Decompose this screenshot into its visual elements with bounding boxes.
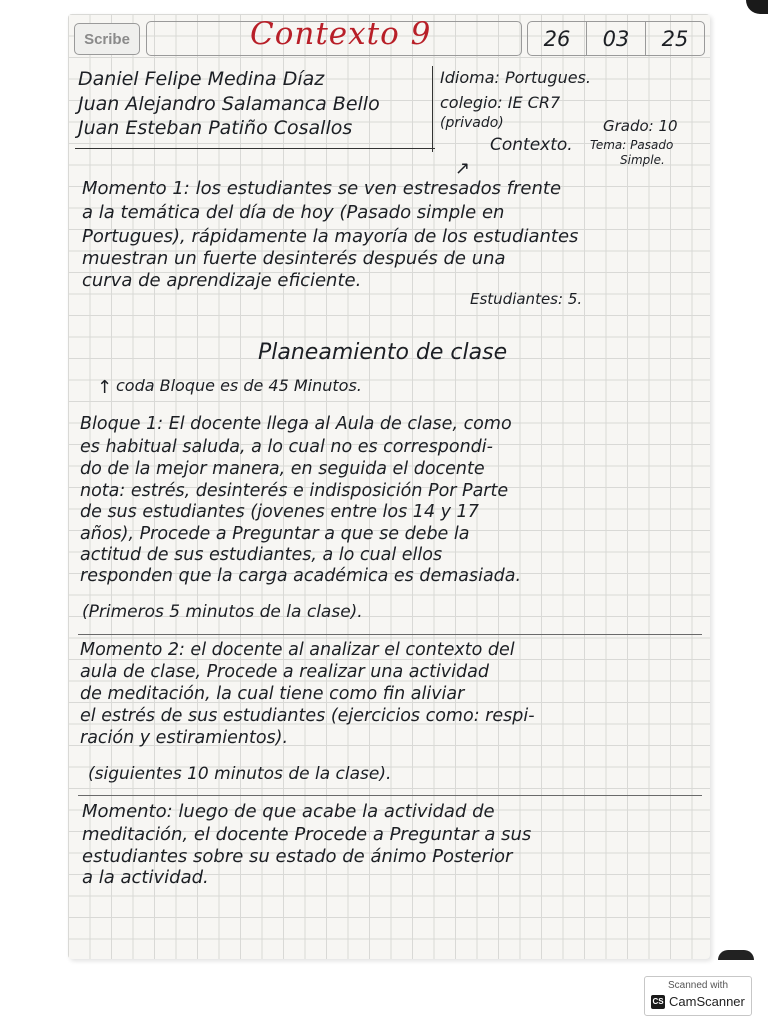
- watermark-caption: Scanned with: [667, 980, 729, 991]
- info-divider: [432, 66, 433, 152]
- bloque1-line: años), Procede a Preguntar a que se debe la: [80, 524, 470, 544]
- info-grado: Grado: 10: [603, 117, 678, 135]
- momento2-line: Momento 2: el docente al analizar el contexto del: [80, 640, 515, 660]
- bloque1-line: de sus estudiantes (jovenes entre los 14 y 17: [80, 502, 479, 522]
- momento2-line: de meditación, la cual tiene como fin aliviar: [80, 684, 465, 704]
- bloque1-line: Bloque 1: El docente llega al Aula de clase, como: [80, 414, 512, 434]
- arrow-up-right-icon: ↗: [455, 158, 471, 179]
- arrow-up-icon: ↑: [97, 377, 113, 398]
- momento1-line: curva de aprendizaje eficiente.: [82, 270, 362, 291]
- momento3-line: meditación, el docente Procede a Preguntar a sus: [82, 824, 532, 845]
- scribe-logo: Scribe: [74, 23, 140, 55]
- page-title: Contexto 9: [250, 16, 432, 52]
- info-tema: Tema: Pasado: [590, 138, 674, 152]
- info-contexto: Contexto.: [490, 135, 573, 155]
- momento1-line: a la temática del día de hoy (Pasado simple en: [82, 202, 505, 223]
- camscanner-watermark: [644, 976, 752, 1016]
- section-divider: [78, 795, 702, 796]
- momento3-line: Momento: luego de que acabe la actividad de: [82, 801, 495, 822]
- bloque1-line: responden que la carga académica es demasiada.: [80, 566, 522, 586]
- author-1: Daniel Felipe Medina Díaz: [78, 68, 325, 90]
- date-box: [527, 21, 705, 56]
- momento2-line: el estrés de sus estudiantes (ejercicios como: respi-: [80, 706, 535, 726]
- date-month: 03: [586, 22, 645, 55]
- estudiantes-count: Estudiantes: 5.: [470, 290, 583, 308]
- bloque-duration-note: coda Bloque es de 45 Minutos.: [116, 376, 362, 395]
- momento1-line: Momento 1: los estudiantes se ven estresados frente: [82, 178, 562, 199]
- momento1-line: muestran un fuerte desinterés después de una: [82, 248, 506, 269]
- momento1-line: Portugues), rápidamente la mayoría de los estudiantes: [82, 226, 579, 247]
- momento2-line: ración y estiramientos).: [80, 728, 289, 748]
- scan-shadow-corner: [746, 0, 768, 14]
- date-day: 26: [543, 26, 571, 51]
- bloque1-line: nota: estrés, desinterés e indisposición Por Parte: [80, 481, 509, 501]
- info-colegio: colegio: IE CR7: [440, 93, 561, 112]
- time-note: (siguientes 10 minutos de la clase).: [88, 764, 392, 784]
- momento2-line: aula de clase, Procede a realizar una actividad: [80, 662, 489, 682]
- section-divider: [78, 634, 702, 635]
- scan-shadow-edge: [718, 950, 754, 960]
- bloque1-line: es habitual saluda, a lo cual no es correspondi-: [80, 437, 493, 457]
- authors-underline: [75, 148, 435, 149]
- info-tema-2: Simple.: [620, 153, 665, 167]
- date-year: 25: [645, 22, 704, 55]
- bloque1-line: actitud de sus estudiantes, a lo cual ellos: [80, 545, 443, 565]
- author-2: Juan Alejandro Salamanca Bello: [78, 93, 380, 115]
- section-title: Planeamiento de clase: [258, 340, 508, 365]
- info-privado: (privado): [440, 115, 504, 131]
- momento3-line: estudiantes sobre su estado de ánimo Posterior: [82, 846, 513, 867]
- time-note: (Primeros 5 minutos de la clase).: [82, 602, 363, 622]
- author-3: Juan Esteban Patiño Cosallos: [78, 117, 353, 139]
- info-idioma: Idioma: Portugues.: [440, 68, 591, 87]
- bloque1-line: do de la mejor manera, en seguida el docente: [80, 459, 485, 479]
- watermark-brand: CamScanner: [669, 994, 745, 1009]
- momento3-line: a la actividad.: [82, 867, 209, 888]
- camscanner-icon: CS: [651, 995, 665, 1009]
